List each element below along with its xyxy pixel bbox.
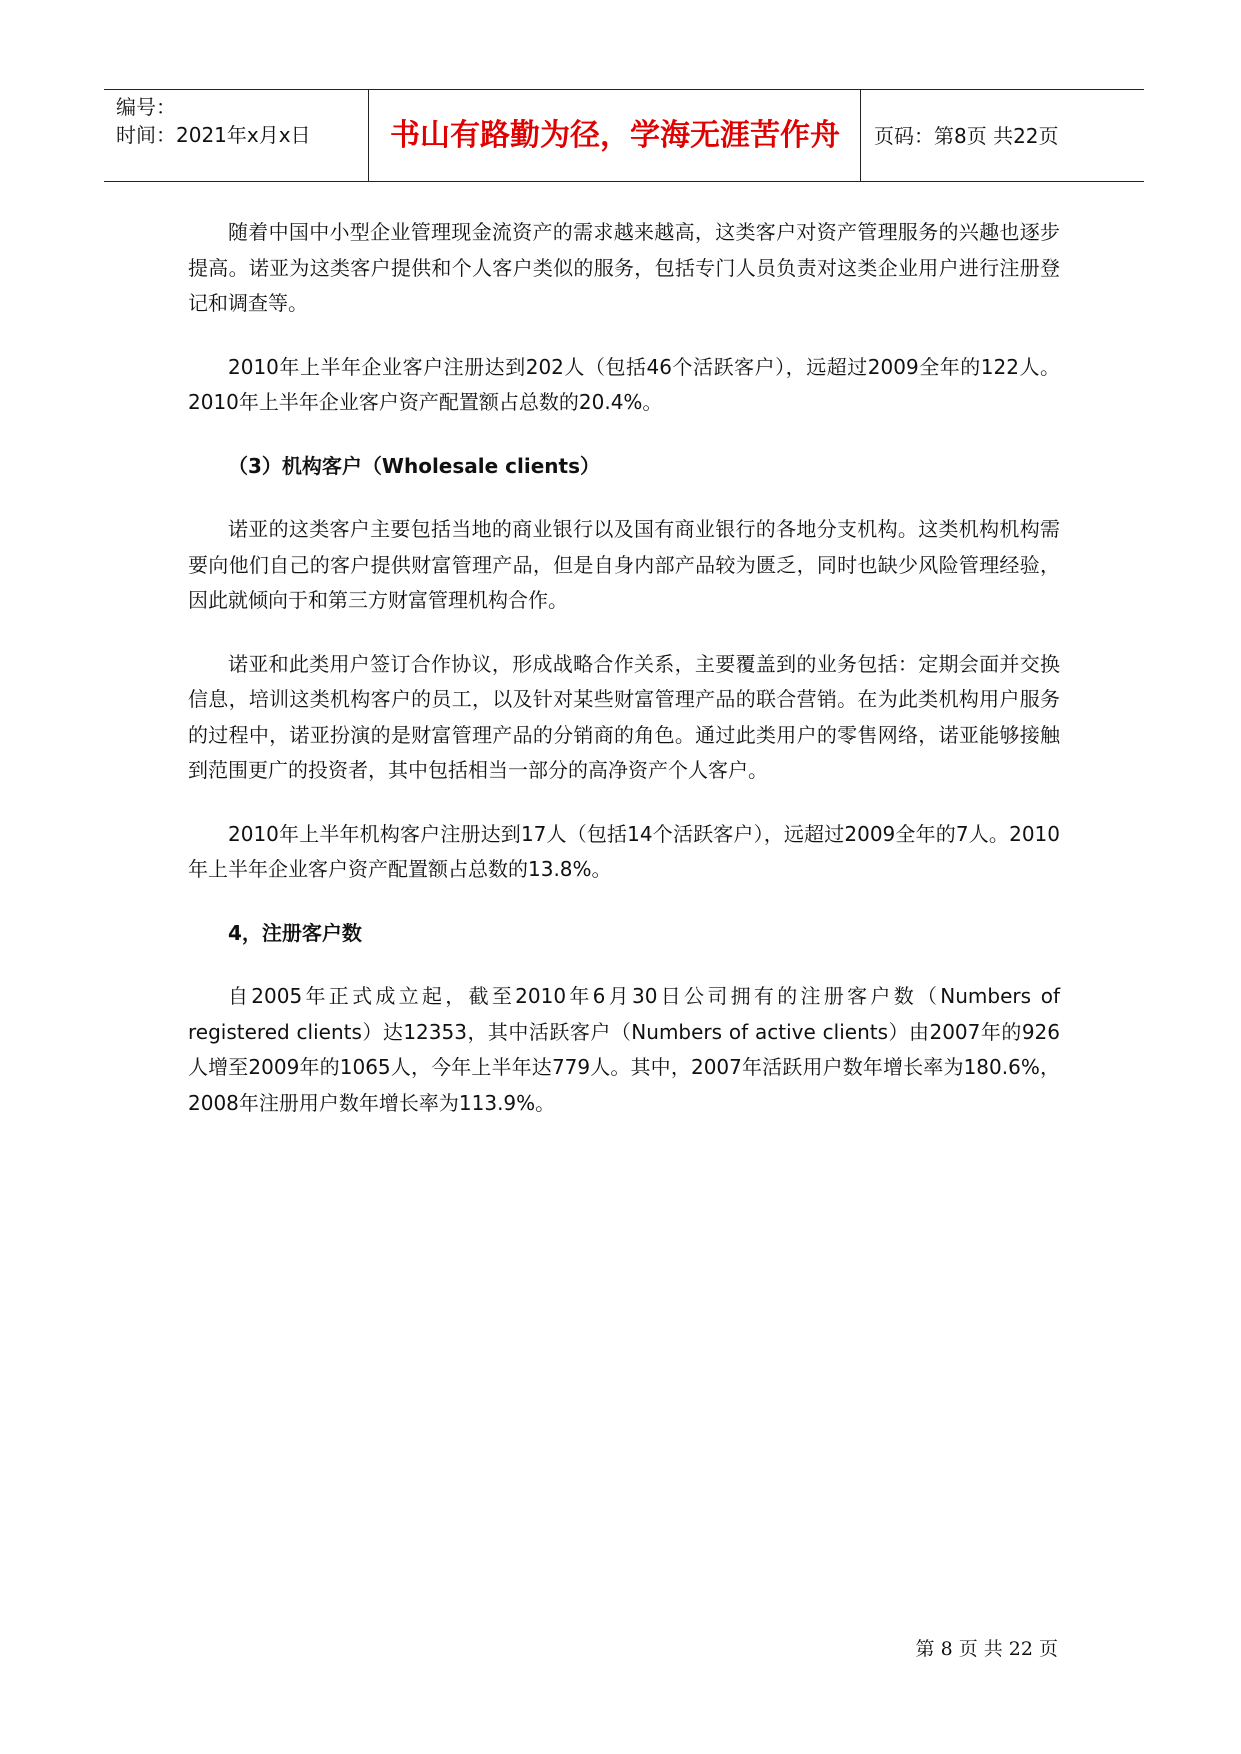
serial-number-label: 编号： [116, 95, 176, 119]
paragraph: 诺亚的这类客户主要包括当地的商业银行以及国有商业银行的各地分支机构。这类机构机构需要向他们自己的客户提供财富管理产品，但是自身内部产品较为匮乏，同时也缺少风险管理经验，因此就倾向于和第三方财富管理机构合作。 [188, 517, 1060, 612]
header-meta [116, 93, 356, 149]
paragraph: 2010年上半年机构客户注册达到17人（包括14个活跃客户），远超过2009全年的7人。2010年上半年企业客户资产配置额占总数的13.8%。 [188, 821, 1060, 881]
header-motto: 书山有路勤为径，学海无涯苦作舟 [390, 118, 840, 153]
time-label: 时间：2021年x月x日 [116, 123, 311, 147]
paragraph: 自2005年正式成立起，截至2010年6月30日公司拥有的注册客户数（Numbers of registered clients）达12353，其中活跃客户（Numbers of active clients）由2007年的926人增至2009年的1065人，今年上半年达779人。其中，2007年活跃用户数年增长率为180.6%，2008年注册用户数年增长率为113.9%。 [188, 984, 1060, 1115]
header-page-number: 页码：第8页 共22页 [874, 124, 1059, 148]
section-heading: 4，注册客户数 [228, 920, 362, 945]
page-header [104, 89, 1144, 182]
section-heading: （3）机构客户（Wholesale clients） [228, 453, 600, 478]
page-footer: 第 8 页 共 22 页 [915, 1638, 1058, 1660]
header-divider [368, 90, 369, 181]
paragraph: 2010年上半年企业客户注册达到202人（包括46个活跃客户），远超过2009全年的122人。2010年上半年企业客户资产配置额占总数的20.4%。 [188, 354, 1060, 414]
document-body [188, 215, 1060, 1149]
paragraph: 随着中国中小型企业管理现金流资产的需求越来越高，这类客户对资产管理服务的兴趣也逐步提高。诺亚为这类客户提供和个人客户类似的服务，包括专门人员负责对这类企业用户进行注册登记和调查等。 [188, 220, 1060, 315]
paragraph: 诺亚和此类用户签订合作协议，形成战略合作关系，主要覆盖到的业务包括：定期会面并交换信息，培训这类机构客户的员工，以及针对某些财富管理产品的联合营销。在为此类机构用户服务的过程中，诺亚扮演的是财富管理产品的分销商的角色。通过此类用户的零售网络，诺亚能够接触到范围更广的投资者，其中包括相当一部分的高净资产个人客户。 [188, 651, 1060, 782]
header-divider [860, 90, 861, 181]
